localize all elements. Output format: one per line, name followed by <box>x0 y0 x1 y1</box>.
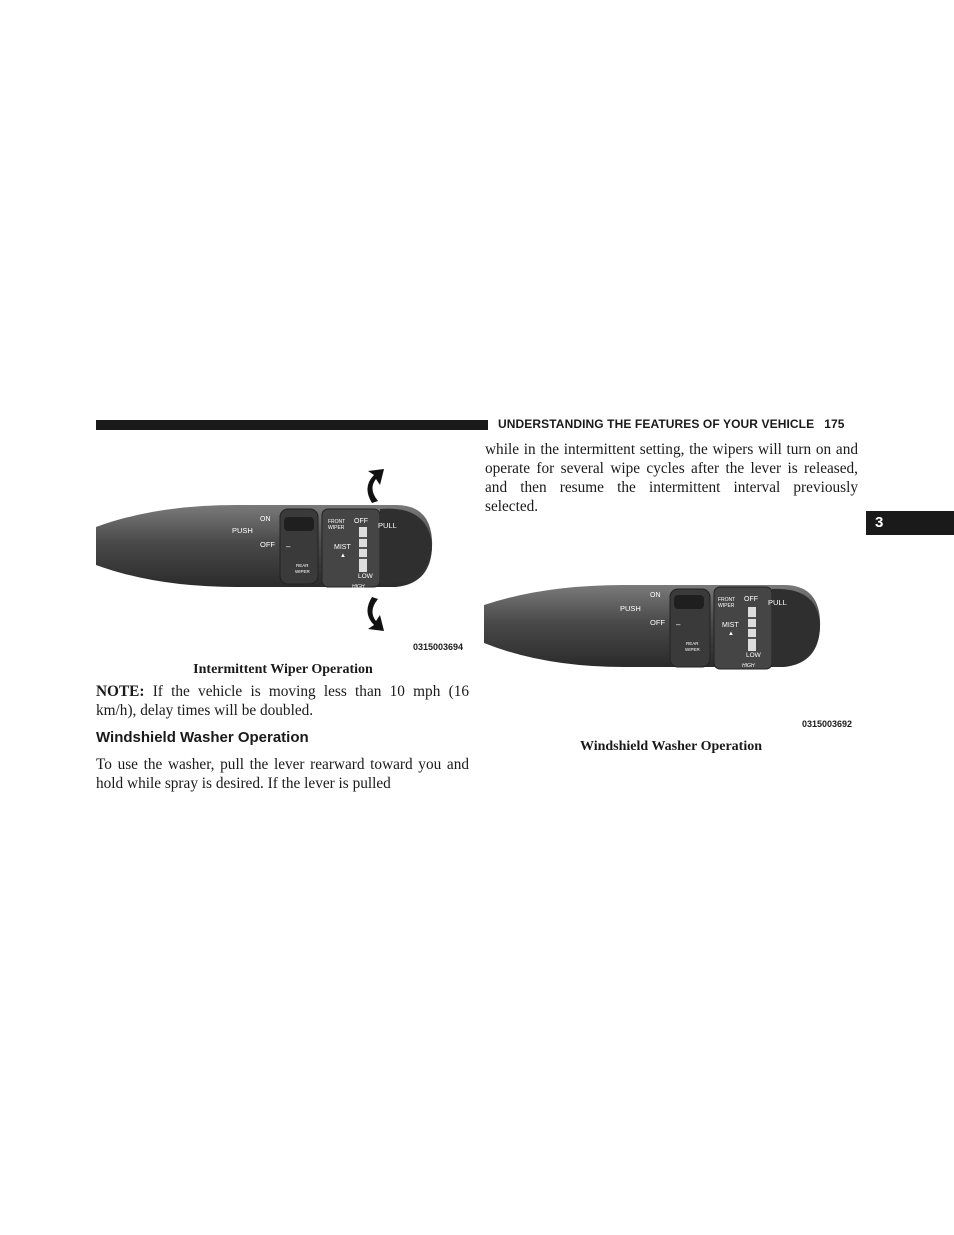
minus-label: – <box>676 620 681 629</box>
note-paragraph <box>96 682 469 720</box>
rear-wiper-label: WIPER <box>685 647 700 652</box>
header-rule <box>96 420 488 430</box>
rear-label: REAR <box>686 641 699 646</box>
figure1-caption: Intermittent Wiper Operation <box>193 662 373 677</box>
minus-label: – <box>286 542 291 551</box>
body-text-left: To use the washer, pull the lever rearward toward you and hold while spray is desired. If the lever is pulled <box>96 756 469 792</box>
on-label: ON <box>260 516 271 523</box>
body-text-right: while in the intermittent setting, the wipers will turn on and operate for several wipe cycles after the lever is released, and then resume the intermittent interval previously selected. <box>485 441 858 515</box>
rear-label: REAR <box>296 563 309 568</box>
rotate-down-arrow <box>367 597 384 631</box>
windshield-washer-figure <box>484 575 858 725</box>
speed-band <box>359 527 367 572</box>
intermittent-wiper-figure <box>96 465 470 635</box>
figure2-caption: Windshield Washer Operation <box>579 739 763 754</box>
front-wiper-label: WIPER <box>328 525 345 531</box>
off-label: OFF <box>260 540 275 549</box>
section-title: UNDERSTANDING THE FEATURES OF YOUR VEHICLE <box>498 417 815 431</box>
chapter-number: 3 <box>875 514 884 531</box>
off-label: OFF <box>650 618 665 627</box>
running-header <box>498 417 845 431</box>
mist-arrow: ▲ <box>728 631 734 637</box>
note-label: NOTE: <box>96 683 145 700</box>
off-right-label: OFF <box>354 518 368 525</box>
push-label: PUSH <box>232 526 253 535</box>
on-label: ON <box>650 592 661 599</box>
mist-arrow: ▲ <box>340 553 346 559</box>
push-label: PUSH <box>620 604 641 613</box>
pull-label: PULL <box>378 521 397 530</box>
note-text: If the vehicle is moving less than 10 mph (16 km/h), delay times will be doubled. <box>96 683 469 719</box>
figure2-code: 0315003692 <box>802 719 853 729</box>
front-label: FRONT <box>328 519 346 525</box>
rotate-up-arrow <box>367 469 384 503</box>
high-label: HIGH <box>742 663 755 669</box>
figure1-code: 0315003694 <box>413 642 464 652</box>
off-right-label: OFF <box>744 596 758 603</box>
pull-label: PULL <box>768 598 787 607</box>
section-heading: Windshield Washer Operation <box>96 729 309 746</box>
low-label: LOW <box>358 573 373 580</box>
chapter-tab <box>866 511 954 535</box>
mist-label: MIST <box>334 544 351 551</box>
low-label: LOW <box>746 652 761 659</box>
front-wiper-label: WIPER <box>718 603 735 609</box>
page-number: 175 <box>824 417 845 431</box>
wiper-lever-illustration <box>96 465 470 635</box>
mist-label: MIST <box>722 622 739 629</box>
washer-lever-illustration <box>484 575 858 725</box>
high-label: HIGH <box>352 584 365 590</box>
rear-wiper-label: WIPER <box>295 569 310 574</box>
front-label: FRONT <box>718 597 736 603</box>
